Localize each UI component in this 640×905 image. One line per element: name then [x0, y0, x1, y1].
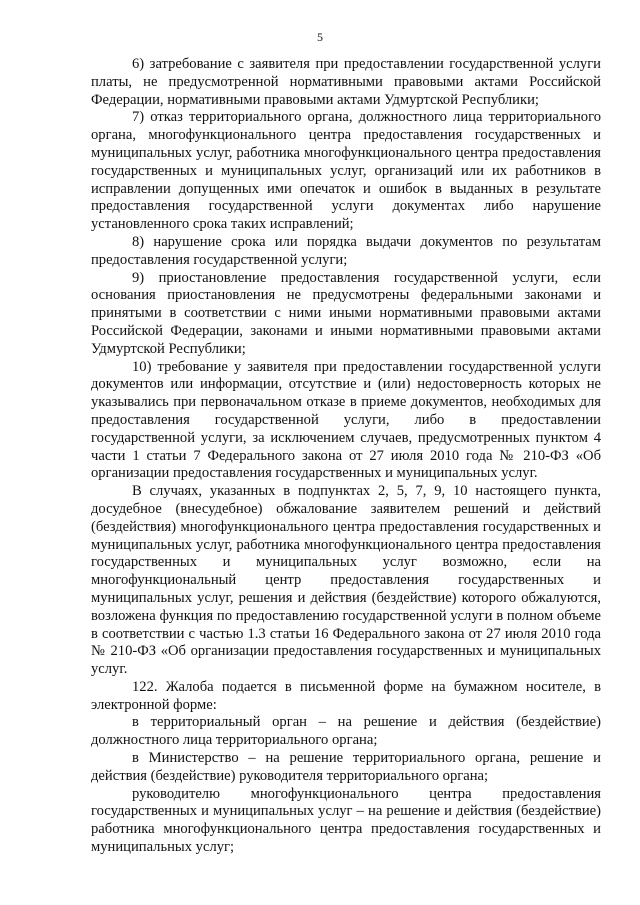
paragraph-122: 122. Жалоба подается в письменной форме на бумажном носителе, в электронной форме:	[91, 678, 601, 713]
paragraph-item-10: 10) требование у заявителя при предоставлении государственной услуги документов или информации, отсутствие и (или) недостоверность которых не указывались при первоначальном отказе в приеме документов, необходимых для предоставления государственной услуги, либо в предоставлении государственной услуги, за исключением случаев, предусмотренных пунктом 4 части 1 статьи 7 Федерального закона от 27 июля 2010 года № 210-ФЗ «Об организации предоставления государственных и муниципальных услуг.	[91, 358, 601, 482]
paragraph-item-6: 6) затребование с заявителя при предоставлении государственной услуги платы, не предусмотренной нормативными правовыми актами Российской Федерации, нормативными правовыми актами Удмуртской Республики;	[91, 56, 601, 108]
page-number: 5	[317, 30, 323, 44]
paragraph-territorial-organ: в территориальный орган – на решение и действия (бездействие) должностного лица территориального органа;	[91, 714, 601, 749]
paragraph-item-9: 9) приостановление предоставления государственной услуги, если основания приостановления не предусмотрены федеральными законами и принятыми в соответствии с ними иными нормативными правовыми актами Российской Федерации, законами и иными нормативными правовыми актами Удмуртской Республики;	[91, 269, 601, 357]
paragraph-mfc-head: руководителю многофункционального центра предоставления государственных и муниципальных услуг – на решение и действия (бездействие) работника многофункционального центра предоставления государственных и муниципальных услуг;	[91, 785, 601, 856]
paragraph-item-7: 7) отказ территориального органа, должностного лица территориального органа, многофункционального центра предоставления государственных и муниципальных услуг, работника многофункционального центра предоставления государственных и муниципальных услуг, организаций или их работников в исправлении допущенных ими опечаток и ошибок в выданных в результате предоставления государственной услуги документах либо нарушение установленного срока таких исправлений;	[91, 109, 601, 233]
paragraph-item-8: 8) нарушение срока или порядка выдачи документов по результатам предоставления государственной услуги;	[91, 233, 601, 268]
paragraph-cases: В случаях, указанных в подпунктах 2, 5, 7, 9, 10 настоящего пункта, досудебное (внесудебное) обжалование заявителем решений и действий (бездействия) многофункционального центра предоставления государственных и муниципальных услуг, работника многофункционального центра предоставления государственных и муниципальных услуг возможно, если на многофункциональный центр предоставления государственных и муниципальных услуг, решения и действия (бездействие) которого обжалуются, возложена функция по предоставлению государственной услуги в полном объеме в соответствии с частью 1.3 статьи 16 Федерального закона от 27 июля 2010 года № 210-ФЗ «Об организации предоставления государственных и муниципальных услуг.	[91, 483, 601, 678]
document-body	[91, 56, 601, 857]
paragraph-ministry: в Министерство – на решение территориального органа, решение и действия (бездействие) руководителя территориального органа;	[91, 750, 601, 784]
